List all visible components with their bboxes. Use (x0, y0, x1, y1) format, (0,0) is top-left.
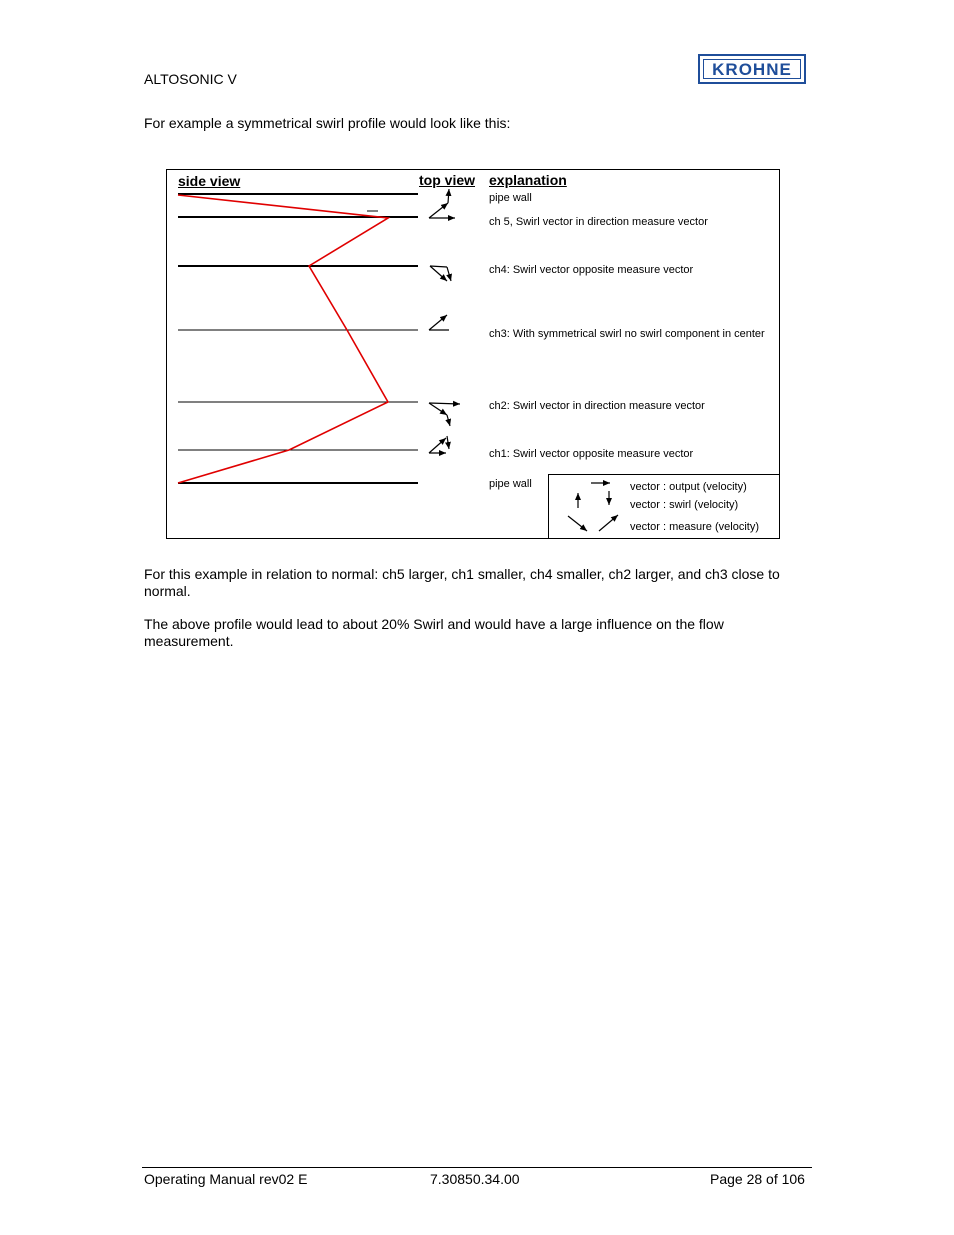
swirl-profile-curve (178, 195, 388, 483)
explanation-ch2: ch2: Swirl vector in direction measure vector (489, 400, 705, 412)
legend-output-label: vector : output (velocity) (630, 481, 747, 493)
explanation-pipe-wall-top: pipe wall (489, 192, 532, 204)
explanation-ch5: ch 5, Swirl vector in direction measure vector (489, 216, 708, 228)
footer-divider (142, 1167, 812, 1168)
explanation-pipe-wall-bottom: pipe wall (489, 478, 532, 490)
explanation-ch1: ch1: Swirl vector opposite measure vector (489, 448, 694, 460)
explanation-ch3: ch3: With symmetrical swirl no swirl component in center (489, 328, 765, 340)
swirl-profile-figure (166, 169, 780, 539)
logo-text: KROHNE (703, 59, 801, 79)
top-view-vectors (429, 189, 460, 453)
legend-swirl-label: vector : swirl (velocity) (630, 499, 739, 511)
ch5-vectors (429, 189, 455, 218)
explanation-ch4: ch4: Swirl vector opposite measure vector (489, 264, 694, 276)
krohne-logo (698, 54, 806, 84)
ch4-vectors (430, 266, 451, 281)
ch3-vectors (429, 315, 449, 330)
paragraph-conclusion: The above profile would lead to about 20% Swirl and would have a large influence on the flow measurement. (144, 616, 724, 649)
document-title: ALTOSONIC V (144, 71, 237, 87)
side-view-lines (178, 194, 418, 483)
paragraph-comparison: For this example in relation to normal: ch5 larger, ch1 smaller, ch4 smaller, ch2 larger, and ch3 close to normal. (144, 566, 780, 599)
side-view-heading: side view (178, 173, 241, 189)
ch2-vectors (429, 403, 460, 426)
explanation-heading: explanation (489, 172, 567, 188)
footer-manual-revision: Operating Manual rev02 E (144, 1171, 308, 1187)
vector-legend (548, 474, 780, 539)
top-view-heading: top view (419, 172, 476, 188)
footer-page-number: Page 28 of 106 (710, 1171, 805, 1187)
legend-measure-label: vector : measure (velocity) (630, 521, 759, 533)
intro-text: For example a symmetrical swirl profile would look like this: (144, 115, 511, 131)
ch1-vectors (429, 436, 449, 453)
footer-document-number: 7.30850.34.00 (430, 1171, 520, 1187)
